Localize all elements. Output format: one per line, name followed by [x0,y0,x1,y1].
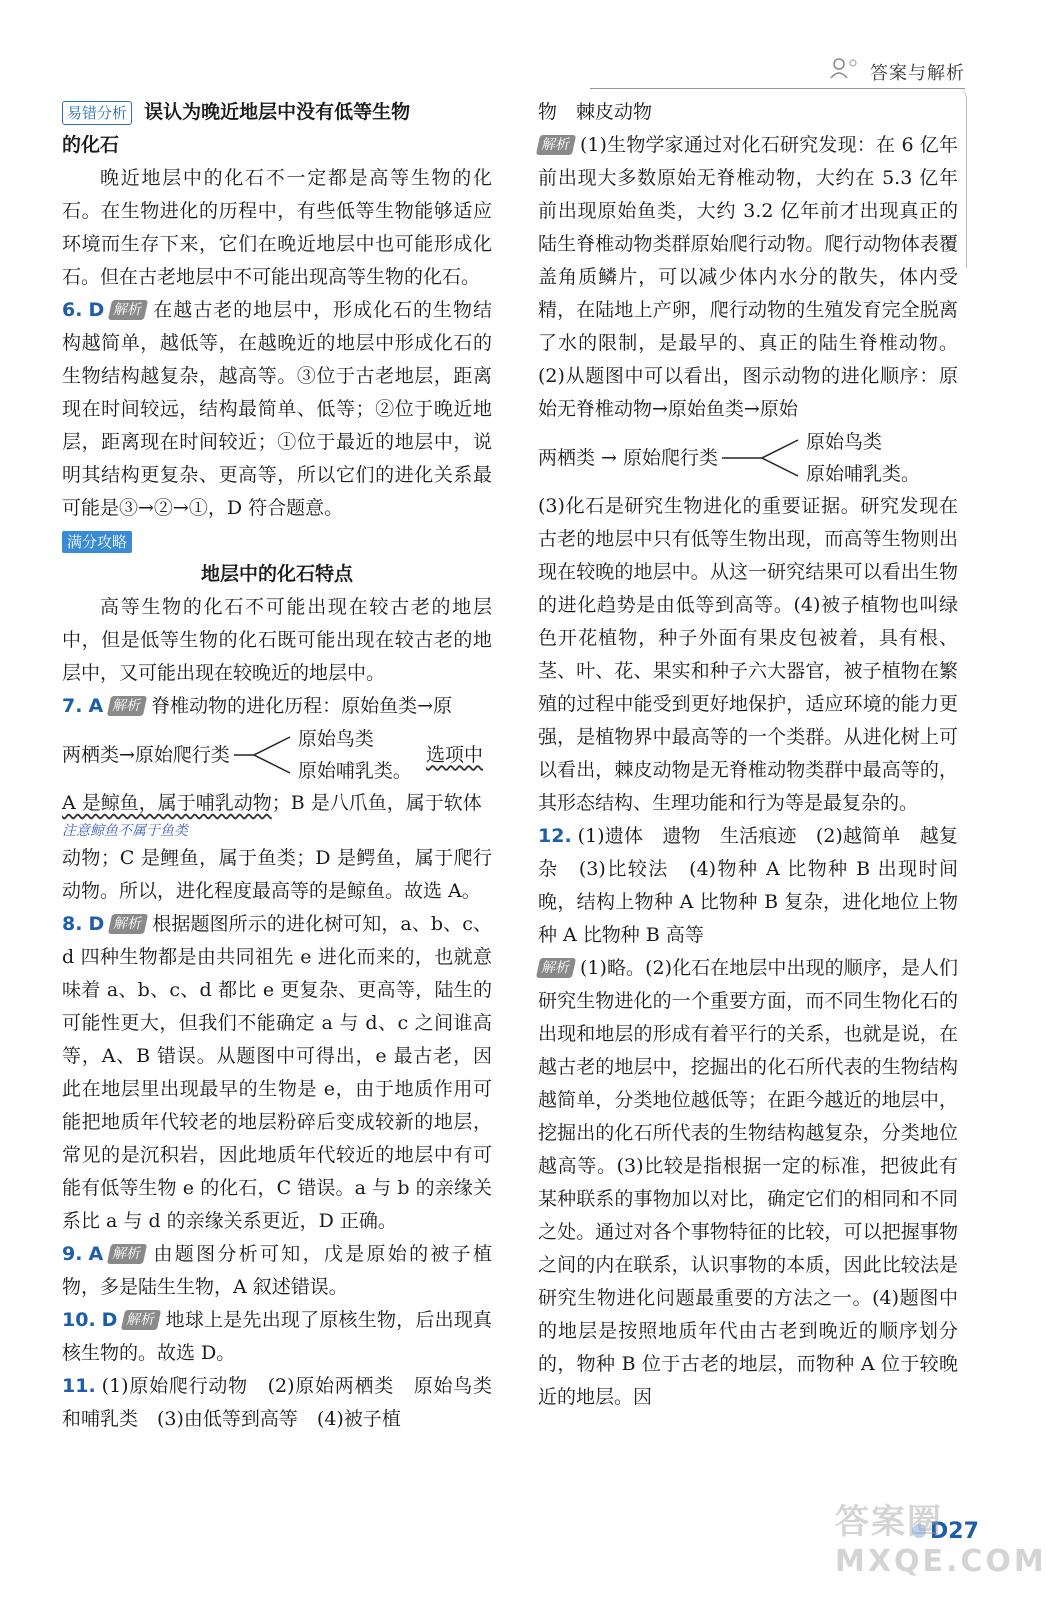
answer-letter: A [88,695,104,717]
question-number: 12. [538,825,572,847]
header-title: 答案与解析 [870,62,965,84]
analysis-text: (1)略。(2)化石在地层中出现的顺序，是人们研究生物进化的一个重要方面，而不同生物化石的出现和地层的形成有着平行的关系，也就是说，在越古老的地层中，挖掘出的化石所代表的生物结构越简单，分类地位越低等；在距今越近的地层中，挖掘出的化石所代表的生物结构越复杂，分类地位越高等。(3)比较是指根据一定的标准，把彼此有某种联系的事物加以对比，确定它们的相同和不同之处。通过对各个事物特征的比较，可以把握事物之间的内在联系，认识事物的本质，因此比较法是研究生物进化问题最重要的方法之一。(4)题图中的地层是按照地质年代由古老到晚近的顺序划分的，物种 B 位于古老的地层，而物种 A 位于较晚近的地层。因 [538,957,958,1408]
question-12 [538,820,958,952]
question-number: 6. [62,299,83,321]
watermark-top: 答案圈 [835,1502,943,1542]
strategy-tag-row [62,525,492,558]
answer-letter: D [101,1309,118,1331]
wavy-note: A 是鲸鱼，属于哺乳动物 [62,792,272,814]
question-8 [62,908,492,1238]
question-number: 10. [62,1309,96,1331]
question-10 [62,1304,492,1370]
strategy-body: 高等生物的化石不可能出现在较古老的地层中，但是低等生物的化石既可能出现在较古老的地层中，又可能出现在较晚近的地层中。 [62,596,492,684]
branch-end-mammals: 原始哺乳类。 [297,760,412,782]
error-analysis-heading [62,96,492,129]
question-number: 11. [62,1375,96,1397]
answer-text: ；B 是八爪鱼，属于软体 [271,792,482,814]
branch-ends [298,723,412,787]
person-cloud-icon [830,56,860,91]
analysis-badge: 解析 [108,300,148,320]
answer-letter: D [88,913,105,935]
answer-text: (1)原始爬行动物 (2)原始两栖类 原始鸟类和哺乳类 (3)由低等到高等 (4)被子植 [62,1375,492,1430]
right-column [538,96,958,1414]
branch-stem: 两栖类→原始爬行类 [62,743,230,766]
answer-text: 由题图分析可知，戊是原始的被子植物，多是陆生生物，A 叙述错误。 [62,1243,492,1298]
question-7-line-2 [62,787,492,820]
error-analysis-title-a: 误认为晚近地层中没有低等生物 [144,101,411,123]
branch-tail-text: 选项中 [425,743,483,766]
answer-text: 在越古老的地层中，形成化石的生物结构越简单，越低等，在越晚近的地层中形成化石的生物结构越复杂，越高等。③位于古老地层，距离现在时间较远，结构最简单、低等；②位于晚近地层，距离现在时间较近；①位于最近的地层中，说明其结构更复杂、更高等，所以它们的进化关系最可能是③→②→①，D 符合题意。 [62,299,492,519]
analysis-badge: 解析 [121,1310,161,1330]
evolution-tree-diagram [538,426,958,490]
tree-ends [806,426,920,490]
question-6 [62,294,492,525]
page-number: D27 [930,1519,979,1544]
answer-letter: D [88,299,105,321]
question-12-analysis [538,952,958,1414]
answer-letter: A [88,1243,104,1265]
answer-text: (1)遗体 遗物 生活痕迹 (2)越简单 越复杂 (3)比较法 (4)物种 A 比物种 B 出现时间晚，结构上物种 A 比物种 B 复杂，进化地位上物种 A 比物种 B 高等 [538,825,958,946]
page-header [830,58,965,88]
handwritten-note: 注意鲸鱼不属于鱼类 [62,823,188,839]
answer-text: 地球上是先出现了原核生物，后出现真核生物的。故选 D。 [62,1309,492,1364]
question-11 [62,1370,492,1436]
analysis-badge: 解析 [536,958,576,978]
left-column [62,96,492,1436]
analysis-badge: 解析 [107,696,147,716]
tree-end-birds: 原始鸟类 [806,431,883,453]
branch-end-birds: 原始鸟类 [297,728,374,750]
question-7-line-3: 动物；C 是鲤鱼，属于鱼类；D 是鳄鱼，属于爬行动物。所以，进化程度最高等的是鲸鱼。故选 A。 [62,847,492,902]
question-number: 9. [62,1243,83,1265]
tree-end-mammals: 原始哺乳类。 [806,463,921,485]
analysis-badge: 解析 [108,914,148,934]
branch-fork [234,727,294,783]
error-analysis-tag: 易错分析 [62,101,132,125]
question-number: 8. [62,913,83,935]
answer-text: 脊椎动物的进化历程：原始鱼类→原 [151,695,453,717]
error-analysis-title-b: 的化石 [62,134,120,156]
header-rule [590,88,965,89]
analysis-badge: 解析 [107,1244,147,1264]
error-analysis-body: 晚近地层中的化石不一定都是高等生物的化石。在生物进化的历程中，有些低等生物能够适应环境而生存下来，它们在晚近地层中也可能形成化石。但在古老地层中不可能出现高等生物的化石。 [62,167,492,288]
tree-stem: 两栖类 → 原始爬行类 [538,446,718,469]
analysis-badge: 解析 [536,135,576,155]
question-7 [62,690,492,723]
strategy-title: 地层中的化石特点 [200,563,353,585]
tree-fork [722,430,802,486]
evolution-branch-diagram [62,723,492,787]
question-9 [62,1238,492,1304]
analysis-text: (1)生物学家通过对化石研究发现：在 6 亿年前出现大多数原始无脊椎动物，大约在 5.3 亿年前出现原始鱼类，大约 3.2 亿年前才出现真正的陆生脊椎动物类群原始爬行动物。爬行动物体表覆盖角质鳞片，可以减少体内水分的散失，体内受精，在陆地上产卵，爬行动物的生殖发育完全脱离了水的限制，是最早的、真正的陆生脊椎动物。(2)从题图中可以看出，图示动物的进化顺序：原始无脊椎动物→原始鱼类→原始 [538,134,958,420]
question-11-analysis-1 [538,129,958,426]
watermark-bottom: MXQE.COM [835,1544,1047,1579]
answer-text: 根据题图所示的进化树可知，a、b、c、d 四种生物都是由共同祖先 e 进化而来的，也就意味着 a、b、c、d 都比 e 更复杂、更高等，陆生的可能性更大，但我们不能确定 a 与 d、c 之间谁高等，A、B 错误。从题图中可得出，e 最古老，因此在地层里出现最早的生物是 e，由于地质作用可能把地质年代较老的地层粉碎后变成较新的地层，常见的是沉积岩，因此地质年代较近的地层中有可能有低等生物 e 的化石，C 错误。a 与 b 的亲缘关系比 a 与 d 的亲缘关系更近，D 正确。 [62,913,492,1232]
strategy-tag: 满分攻略 [62,531,132,553]
question-number: 7. [62,695,83,717]
question-11-continued: 物 棘皮动物 [538,101,653,123]
watermark-logo [835,1502,1047,1592]
question-11-analysis-2: (3)化石是研究生物进化的重要证据。研究发现在古老的地层中只有低等生物出现，而高等生物则出现在较晚的地层中。从这一研究结果可以看出生物的进化趋势是由低等到高等。(4)被子植物也叫绿色开花植物，种子外面有果皮包被着，具有根、茎、叶、花、果实和种子六大器官，被子植物在繁殖的过程中能受到更好地保护，适应环境的能力更强，是植物界中最高等的一个类群。从进化树上可以看出，棘皮动物是无脊椎动物类群中最高等的，其形态结构、生理功能和行为等是最复杂的。 [538,495,958,814]
